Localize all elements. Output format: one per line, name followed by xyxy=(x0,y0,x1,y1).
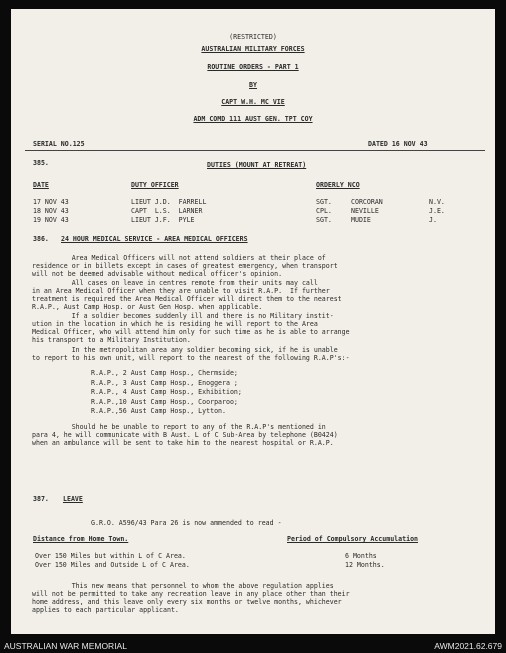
medical-number: 386. xyxy=(33,235,49,243)
leave-intro: G.R.O. A596/43 Para 26 is now ammended to read - xyxy=(91,519,282,527)
by-label: BY xyxy=(249,81,257,89)
col-orderly-nco: ORDERLY NCO xyxy=(316,181,360,189)
footer-accession-number: AWM2021.62.679 xyxy=(434,641,502,651)
leave-number: 387. xyxy=(33,495,49,503)
footer xyxy=(0,638,506,653)
rap-list xyxy=(91,369,391,417)
orders-title: ROUTINE ORDERS - PART 1 xyxy=(207,63,299,71)
col-period: Period of Compulsory Accumulation xyxy=(287,535,419,543)
duties-heading: DUTIES (MOUNT AT RETREAT) xyxy=(207,161,307,169)
col-duty-officer: DUTY OFFICER xyxy=(131,181,179,189)
command-name: ADM COMD 111 AUST GEN. TPT COY xyxy=(193,115,313,123)
divider xyxy=(25,150,485,151)
serial-date: DATED 16 NOV 43 xyxy=(368,140,428,148)
footer-source: AUSTRALIAN WAR MEMORIAL xyxy=(4,641,127,651)
leave-heading: LEAVE xyxy=(63,495,83,503)
duties-number: 385. xyxy=(33,159,49,167)
list-item: R.A.P., 3 Aust Camp Hosp., Enoggera ; xyxy=(91,378,238,387)
list-item: R.A.P., 2 Aust Camp Hosp., Chermside; xyxy=(91,369,238,377)
col-date: DATE xyxy=(33,181,49,189)
list-item: R.A.P.,10 Aust Camp Hosp., Coorparoo; xyxy=(91,397,238,406)
medical-paragraph-2: All cases on leave in centres remote from their units may call in an Area Medical Officer when they are unable to visit R.A.P. If further treatment is required the Area Medical Officer will direct them to the nearest R.A.P., Aust Camp Hosp. or Aust Gen Hosp. when applicable. xyxy=(32,279,342,311)
leave-closing-paragraph: This new means that personnel to whom the above regulation applies will not be permitted to take any recreation leave in any place other than their home address, and this leave only every six months or twelve months, whichever applies to each particular applicant. xyxy=(32,582,350,614)
medical-paragraph-5: Should he be unable to report to any of the R.A.P's mentioned in para 4, he will communicate with B Aust. L of C Sub-Area by telephone (B0424) when an ambulance will be sent to take him to the nearest hospital or R.A.P. xyxy=(32,423,338,447)
list-item: R.A.P.,56 Aust Camp Hosp., Lytton. xyxy=(91,407,226,415)
document-page: (RESTRICTED) AUSTRALIAN MILITARY FORCES ROUTINE ORDERS - PART 1 BY CAPT W.H. MC VIE ADM COMD 111 AUST GEN. TPT COY SERIAL NO.125 DATED 16 NOV 43 385. DUTIES (MOUNT AT RETREAT) DATE DUTY OFFICER ORDERLY NCO 17 NOV 43 LIEUT J.D. FARRELL SGT. CORCORAN N.V. 18 NOV 43 CAPT L.S. LARNER CPL. NEVILLE J.E. 19 NOV 43 LIEUT J.F. PYLE SGT. MUDIE J. 386. 24 HOUR MEDICAL SERVICE - AREA MEDICAL OFFICERS Area Medical Officers will not attend soldiers at their place of residence or in billets except in cases of greatest emergency, when transport will not be deemed advisable without medical officer's opinion. All cases on leave in centres remote from their units may call in an Area Medical Officer when they are unable to visit R.A.P. If further treatment is required the Area Medical Officer will direct them to the nearest R.A.P., Aust Camp Hosp. or Aust Gen Hosp. when applicable. If a soldier becomes suddenly ill and there is no Military instit- ution in the location in which he is residing he will report to the Area Medical Officer, who will attend him only for such time as he is able to arrange his transport to a Military Institution. In the metropolitan area any soldier becoming sick, if he is unable to report to his own unit, will report to the nearest of the following R.A.P's:- R.A.P., 2 Aust Camp Hosp., Chermside; R.A.P., 3 Aust Camp Hosp., Enoggera ; R.A.P., 4 Aust Camp Hosp., Exhibition; R.A.P.,10 Aust Camp Hosp., Coorparoo; R.A.P.,56 Aust Camp Hosp., Lytton. Should he be unable to report to any of the R.A.P's mentioned in para 4, he will communicate with B Aust. L of C Sub-Area by telephone (B0424) when an ambulance will be sent to take him to the nearest hospital or R.A.P. 387. LEAVE G.R.O. A596/43 Para 26 is now ammended to read - Distance from Home Town. Period of Compulsory Accumulation Over 150 Miles but within L of C Area. 6 Months Over 150 Miles and Outside L of C Area. 12 Months. This new means that personnel to whom the above regulation applies will not be permitted to take any recreation leave in any place other than their home address, and this leave only every six months or twelve months, whichever applies to each particular applicant. xyxy=(11,9,495,634)
medical-heading: 24 HOUR MEDICAL SERVICE - AREA MEDICAL OFFICERS xyxy=(61,235,248,243)
list-item: R.A.P., 4 Aust Camp Hosp., Exhibition; xyxy=(91,388,242,396)
serial-number: SERIAL NO.125 xyxy=(33,140,85,148)
medical-paragraph-4: In the metropolitan area any soldier becoming sick, if he is unable to report to his own unit, will report to the nearest of the following R.A.P's:- xyxy=(32,346,350,362)
medical-paragraph-1: Area Medical Officers will not attend soldiers at their place of residence or in billets except in cases of greatest emergency, when transport will not be deemed advisable without medical officer's opinion. xyxy=(32,254,338,278)
col-distance: Distance from Home Town. xyxy=(33,535,129,543)
officer-name: CAPT W.H. MC VIE xyxy=(221,98,285,106)
restricted-label: (RESTRICTED) xyxy=(229,33,277,41)
medical-paragraph-3: If a soldier becomes suddenly ill and there is no Military instit- ution in the location in which he is residing he will report to the Area Medical Officer, who will attend him only for such time as he is able to arrange his transport to a Military Institution. xyxy=(32,312,350,344)
unit-heading: AUSTRALIAN MILITARY FORCES xyxy=(201,45,305,53)
